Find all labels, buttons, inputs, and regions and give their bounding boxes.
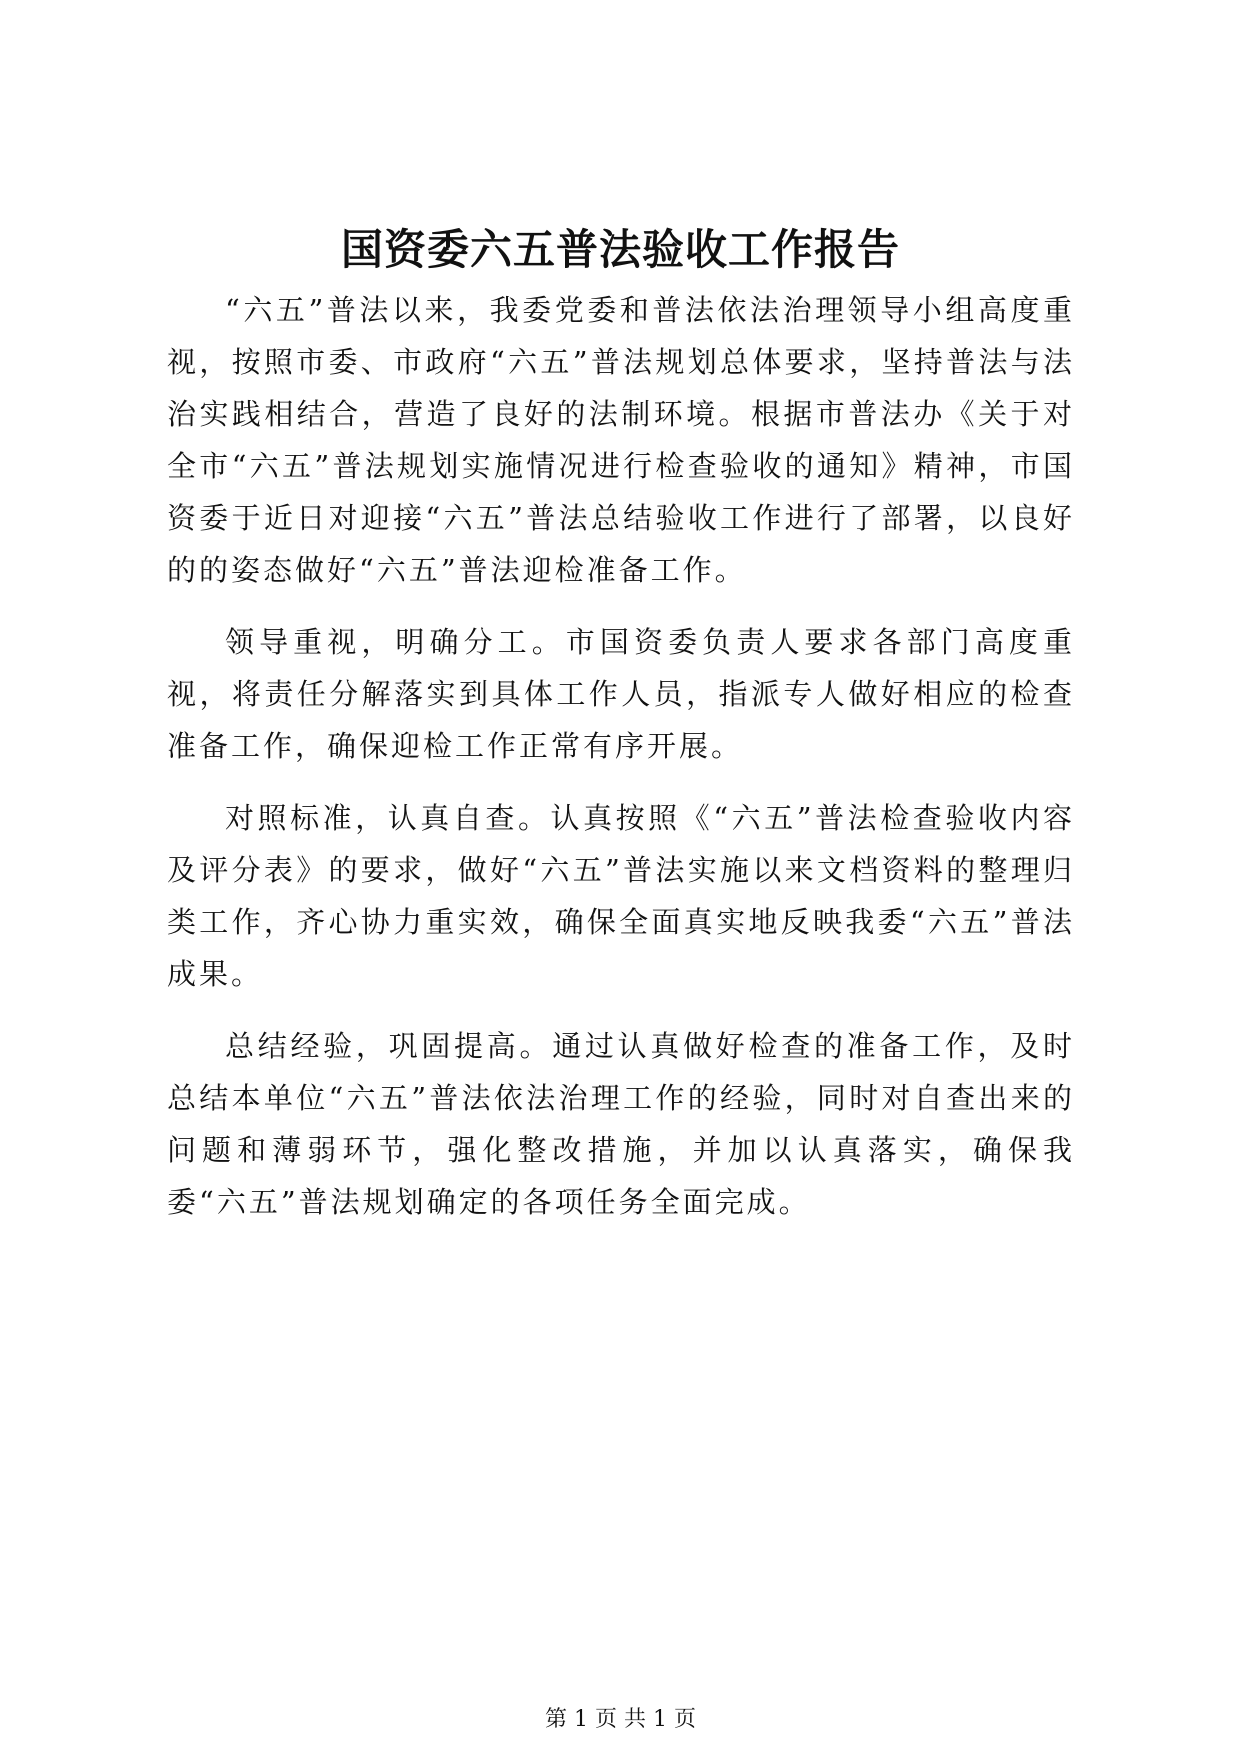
page-footer: 第 1 页 共 1 页	[545, 1707, 696, 1732]
document-title: 国资委六五普法验收工作报告	[340, 225, 900, 274]
paragraph-self-check: 对照标准，认真自查。认真按照《“六五”普法检查验收内容及评分表》的要求，做好“六五”普法实施以来文档资料的整理归类工作，齐心协力重实效，确保全面真实地反映我委“六五”普法成果。	[167, 801, 1075, 991]
paragraph-summary: 总结经验，巩固提高。通过认真做好检查的准备工作，及时总结本单位“六五”普法依法治理工作的经验，同时对自查出来的问题和薄弱环节，强化整改措施，并加以认真落实，确保我委“六五”普法规划确定的各项任务全面完成。	[167, 1029, 1075, 1219]
document-body	[167, 284, 1075, 1248]
paragraph-intro: “六五”普法以来，我委党委和普法依法治理领导小组高度重视，按照市委、市政府“六五”普法规划总体要求，坚持普法与法治实践相结合，营造了良好的法制环境。根据市普法办《关于对全市“六五”普法规划实施情况进行检查验收的通知》精神，市国资委于近日对迎接“六五”普法总结验收工作进行了部署，以良好的的姿态做好“六五”普法迎检准备工作。	[167, 293, 1075, 587]
paragraph-leadership: 领导重视，明确分工。市国资委负责人要求各部门高度重视，将责任分解落实到具体工作人员，指派专人做好相应的检查准备工作，确保迎检工作正常有序开展。	[167, 625, 1075, 763]
